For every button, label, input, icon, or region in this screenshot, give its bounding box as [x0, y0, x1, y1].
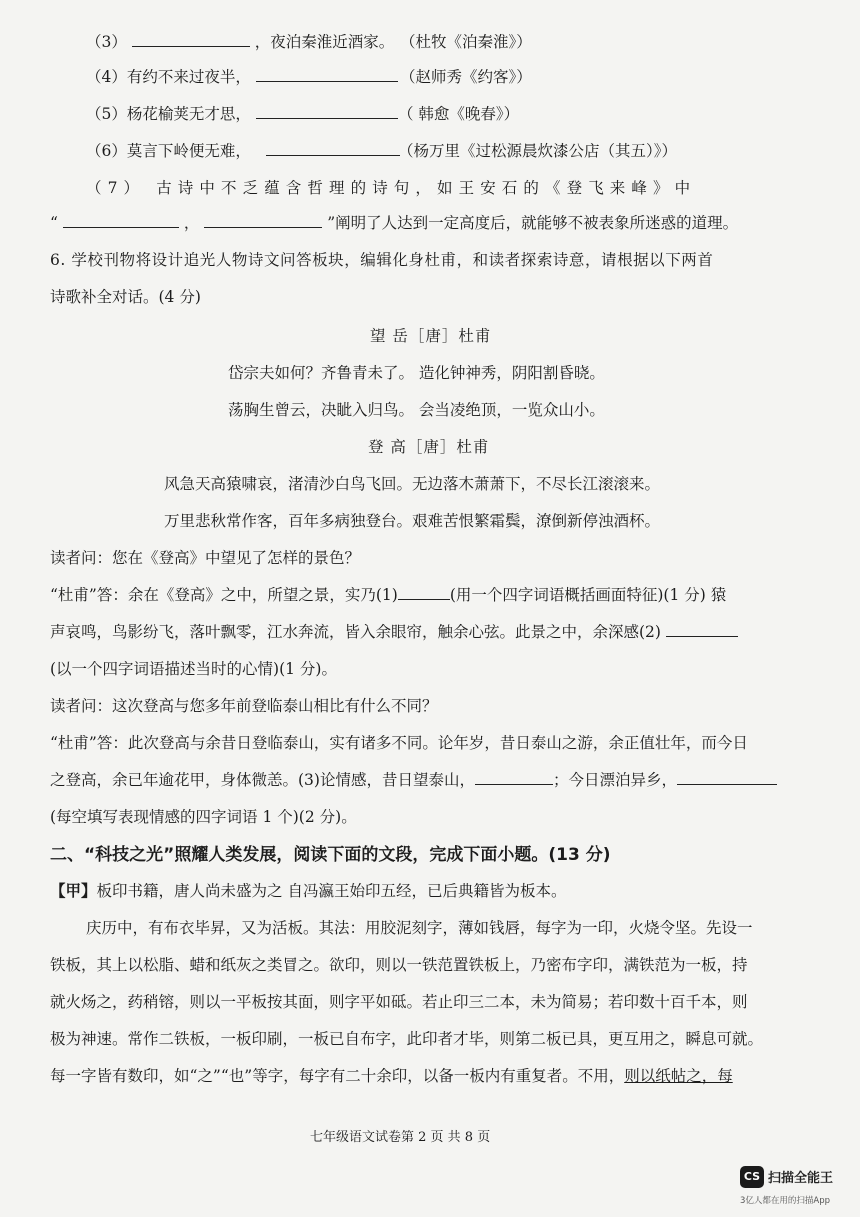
- answer-blank[interactable]: [256, 67, 398, 82]
- answer-blank[interactable]: [204, 213, 322, 228]
- dufu-answer-2-line2: 之登高，余已年逾花甲，身体微恙。(3)论情感，昔日望泰山， ；今日漂泊异乡，: [50, 770, 777, 790]
- answer-blank[interactable]: [266, 141, 400, 156]
- answer-blank[interactable]: [666, 622, 738, 637]
- item-number: （4）: [86, 68, 127, 86]
- cs-logo-icon: CS: [740, 1166, 764, 1188]
- verse-text: 杨花榆荚无才思，: [126, 105, 251, 123]
- verse-text: 有约不来过夜半，: [126, 68, 251, 86]
- q5-item5-source: （ 韩愈《晚春》）: [398, 105, 520, 123]
- passage-line: 每一字皆有数印，如“之”“也”等字，每字有二十余印，以备一板内有重复者。不用，则以纸帖之，每: [50, 1067, 733, 1085]
- poem-line: 万里悲秋常作客，百年多病独登台。艰难苦恨繁霜鬓，潦倒新停浊酒杯。: [164, 512, 661, 530]
- passage-line: 铁板，其上以松脂、蜡和纸灰之类冒之。欲印，则以一铁范置铁板上，乃密布字印，满铁范为一板，持: [50, 956, 748, 974]
- q5-item3: [86, 32, 394, 52]
- answer-blank[interactable]: [475, 770, 553, 785]
- page-footer: 七年级语文试卷第 2 页 共 8 页: [310, 1130, 491, 1145]
- q5-item6-source: （杨万里《过松源晨炊漆公店（其五）》）: [398, 142, 678, 160]
- watermark-name: 扫描全能王: [768, 1171, 834, 1186]
- answer-blank[interactable]: [677, 770, 777, 785]
- dufu-answer-1-line2: 声哀鸣，鸟影纷飞，落叶飘零，江水奔流，皆入余眼帘，触余心弦。此景之中，余深感(2): [50, 622, 738, 642]
- answer-blank[interactable]: [398, 585, 450, 600]
- answer-blank[interactable]: [63, 213, 179, 228]
- passage-line: 就火炀之，药稍镕，则以一平板按其面，则字平如砥。若止印三二本，未为简易；若印数十百千本，则: [50, 993, 748, 1011]
- item-number: （5）: [86, 105, 127, 123]
- q5-item5: [86, 104, 398, 124]
- q5-item6: [86, 141, 400, 161]
- dufu-answer-2-line1: “杜甫”答：此次登高与余昔日登临泰山，实有诸多不同。论年岁，昔日泰山之游，余正值壮年，而今日: [50, 734, 748, 752]
- scanner-watermark: [740, 1166, 850, 1210]
- watermark-tagline: 3亿人都在用的扫描App: [740, 1196, 831, 1206]
- poem-line: 岱宗夫如何？齐鲁青未了。 造化钟神秀，阴阳割昏晓。: [228, 364, 605, 382]
- dufu-answer-2-line3: (每空填写表现情感的四字词语 1 个)(2 分)。: [50, 808, 357, 826]
- item-number: （3）: [86, 33, 127, 51]
- section-heading: 二、“科技之光”照耀人类发展，阅读下面的文段，完成下面小题。(13 分): [50, 845, 611, 865]
- q5-item4: [86, 67, 398, 87]
- poem-title: 登 高［唐］杜甫: [368, 438, 490, 456]
- q5-item3-source: （杜牧《泊秦淮》）: [400, 33, 532, 51]
- passage-line: 极为神速。常作二铁板，一板印刷，一板已自布字，此印者才毕，则第二板已具，更互用之，瞬息可就。: [50, 1030, 764, 1048]
- underlined-text: 则以纸帖之，每: [624, 1067, 733, 1085]
- verse-text: 莫言下岭便无难，: [126, 142, 251, 160]
- dufu-answer-1-line3: (以一个四字词语描述当时的心情)(1 分)。: [50, 660, 337, 678]
- q5-item4-source: （赵师秀《约客》）: [400, 68, 532, 86]
- poem-line: 荡胸生曾云，决眦入归鸟。 会当凌绝顶，一览众山小。: [228, 401, 605, 419]
- dufu-answer-1-line1: “杜甫”答：余在《登高》之中，所望之景，实乃(1) (用一个四字词语概括画面特征)(1 分) 猿: [50, 586, 727, 604]
- reader-question-2: 读者问：这次登高与您多年前登临泰山相比有什么不同？: [50, 697, 438, 715]
- q5-item7-line2: “ ， ”阐明了人达到一定高度后，就能够不被表象所迷惑的道理。: [50, 214, 739, 232]
- verse-text: ，夜泊秦淮近酒家。: [254, 33, 395, 51]
- passage-label: 【甲】: [50, 882, 97, 900]
- answer-blank[interactable]: [256, 104, 398, 119]
- passage-line: 庆历中，有布衣毕昇，又为活板。其法：用胶泥刻字，薄如钱唇，每字为一印，火烧令坚。先设一: [86, 919, 753, 937]
- poem-title: 望 岳［唐］杜甫: [370, 327, 492, 345]
- item-number: （6）: [86, 142, 127, 160]
- q6-prompt-line1: 6. 学校刊物将设计追光人物诗文问答板块，编辑化身杜甫，和读者探索诗意，请根据以下两首: [50, 251, 714, 269]
- q6-prompt-line2: 诗歌补全对话。(4 分): [50, 288, 201, 306]
- answer-blank[interactable]: [132, 32, 250, 47]
- q5-item7-line1: （7） 古诗中不乏蕴含哲理的诗句，如王安石的《登飞来峰》中: [86, 179, 697, 197]
- passage-jia-line1: 【甲】板印书籍，唐人尚未盛为之 自冯瀛王始印五经，已后典籍皆为板本。: [50, 882, 567, 900]
- poem-line: 风急天高猿啸哀，渚清沙白鸟飞回。无边落木萧萧下，不尽长江滚滚来。: [164, 475, 661, 493]
- reader-question-1: 读者问：您在《登高》中望见了怎样的景色？: [50, 549, 361, 567]
